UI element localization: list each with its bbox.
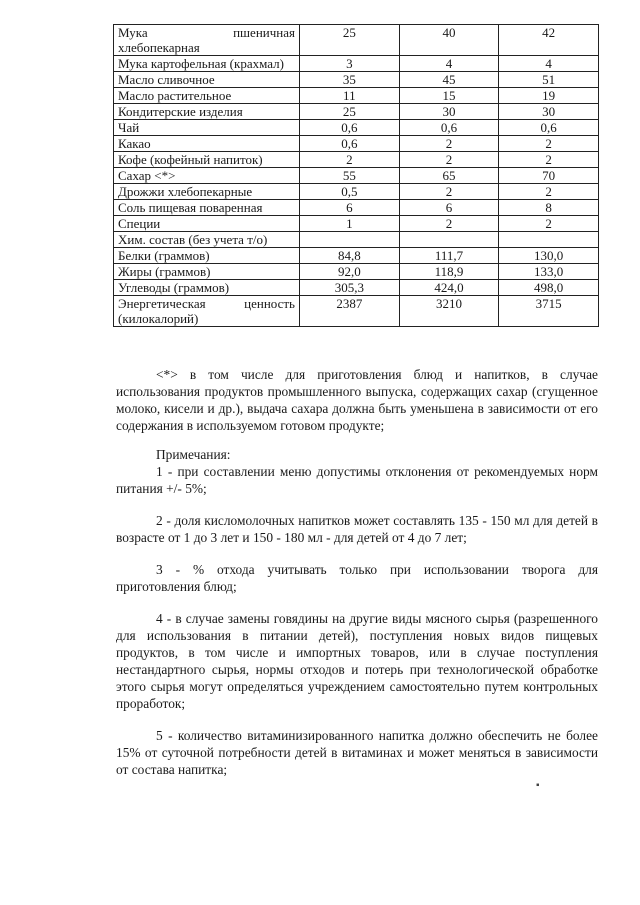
value-cell-age-group-1: 84,8 [299, 248, 399, 264]
product-name-cell: Специи [114, 216, 300, 232]
value-cell-age-group-2: 0,6 [399, 120, 499, 136]
value-cell-age-group-3: 130,0 [499, 248, 599, 264]
value-cell-age-group-1: 92,0 [299, 264, 399, 280]
value-cell-age-group-2: 6 [399, 200, 499, 216]
table-row [114, 184, 599, 200]
table-row [114, 56, 599, 72]
table-row [114, 25, 599, 56]
footnote-sugar: <*> в том числе для приготовления блюд и напитков, в случае использования продуктов промышленного выпуска, содержащих сахар (сгущенное молоко, кисели и др.), выдача сахара должна быть уменьшена в зависимости от его содержания в используемом готовом продукте; [116, 367, 598, 433]
product-name-cell: Чай [114, 120, 300, 136]
value-cell-age-group-3: 70 [499, 168, 599, 184]
product-name-cell: Соль пищевая поваренная [114, 200, 300, 216]
table-row [114, 232, 599, 248]
product-name-cell: Энергетическая ценность (килокалорий) [114, 296, 300, 327]
product-name-cell: Кофе (кофейный напиток) [114, 152, 300, 168]
table-row [114, 120, 599, 136]
value-cell-age-group-1: 3 [299, 56, 399, 72]
value-cell-age-group-3: 133,0 [499, 264, 599, 280]
value-cell-age-group-3: 19 [499, 88, 599, 104]
value-cell-age-group-2: 2 [399, 184, 499, 200]
notes-section [116, 366, 598, 793]
value-cell-age-group-3: 51 [499, 72, 599, 88]
value-cell-age-group-2: 111,7 [399, 248, 499, 264]
value-cell-age-group-3: 2 [499, 136, 599, 152]
value-cell-age-group-2: 2 [399, 136, 499, 152]
table-row [114, 280, 599, 296]
value-cell-age-group-3: 8 [499, 200, 599, 216]
value-cell-age-group-3: 4 [499, 56, 599, 72]
notes-heading: Примечания: [156, 447, 231, 462]
value-cell-age-group-3: 2 [499, 152, 599, 168]
product-name-cell: Мука картофельная (крахмал) [114, 56, 300, 72]
value-cell-age-group-3: 2 [499, 184, 599, 200]
value-cell-age-group-2: 30 [399, 104, 499, 120]
table-row [114, 104, 599, 120]
value-cell-age-group-2: 2 [399, 152, 499, 168]
table-row [114, 152, 599, 168]
value-cell-age-group-1: 25 [299, 104, 399, 120]
value-cell-age-group-1: 11 [299, 88, 399, 104]
value-cell-age-group-1: 305,3 [299, 280, 399, 296]
product-name-cell: Мука пшеничная хлебопекарная [114, 25, 300, 56]
table-row [114, 264, 599, 280]
table-row [114, 248, 599, 264]
value-cell-age-group-2 [399, 232, 499, 248]
note-1: 1 - при составлении меню допустимы отклонения от рекомендуемых норм питания +/- 5%; [116, 464, 598, 496]
value-cell-age-group-3: 2 [499, 216, 599, 232]
value-cell-age-group-1: 0,5 [299, 184, 399, 200]
product-name-cell: Масло сливочное [114, 72, 300, 88]
table-row [114, 88, 599, 104]
value-cell-age-group-2: 3210 [399, 296, 499, 327]
value-cell-age-group-1: 2387 [299, 296, 399, 327]
value-cell-age-group-3 [499, 232, 599, 248]
table-row [114, 296, 599, 327]
value-cell-age-group-3: 0,6 [499, 120, 599, 136]
product-name-cell: Углеводы (граммов) [114, 280, 300, 296]
value-cell-age-group-2: 65 [399, 168, 499, 184]
value-cell-age-group-1: 1 [299, 216, 399, 232]
product-name-cell: Дрожжи хлебопекарные [114, 184, 300, 200]
value-cell-age-group-3: 498,0 [499, 280, 599, 296]
value-cell-age-group-1: 35 [299, 72, 399, 88]
value-cell-age-group-2: 2 [399, 216, 499, 232]
note-3: 3 - % отхода учитывать только при использовании творога для приготовления блюд; [116, 562, 598, 594]
value-cell-age-group-2: 4 [399, 56, 499, 72]
product-name-cell: Хим. состав (без учета т/о) [114, 232, 300, 248]
value-cell-age-group-2: 15 [399, 88, 499, 104]
note-5: 5 - количество витаминизированного напитка должно обеспечить не более 15% от суточной потребности детей в витаминах и может меняться в зависимости от состава напитка; [116, 728, 598, 777]
value-cell-age-group-1 [299, 232, 399, 248]
table-row [114, 216, 599, 232]
note-4: 4 - в случае замены говядины на другие виды мясного сырья (разрешенного для использования в питании детей), поступления новых видов пищевых продуктов, в том числе и импортных товаров, или в случае поступления нестандартного сырья, нормы отходов и потерь при технологической обработке этого сырья могут определяться учреждением самостоятельно путем контрольных проработок; [116, 611, 598, 711]
scan-speck: ▪ [536, 780, 540, 791]
value-cell-age-group-1: 25 [299, 25, 399, 56]
value-cell-age-group-2: 45 [399, 72, 499, 88]
value-cell-age-group-1: 55 [299, 168, 399, 184]
value-cell-age-group-2: 40 [399, 25, 499, 56]
nutrition-table [113, 24, 599, 327]
product-name-cell: Сахар <*> [114, 168, 300, 184]
note-2: 2 - доля кисломолочных напитков может составлять 135 - 150 мл для детей в возрасте от 1 до 3 лет и 150 - 180 мл - для детей от 4 до 7 лет; [116, 513, 598, 545]
table-row [114, 200, 599, 216]
value-cell-age-group-3: 30 [499, 104, 599, 120]
value-cell-age-group-2: 424,0 [399, 280, 499, 296]
value-cell-age-group-3: 42 [499, 25, 599, 56]
value-cell-age-group-1: 0,6 [299, 136, 399, 152]
product-name-cell: Жиры (граммов) [114, 264, 300, 280]
value-cell-age-group-3: 3715 [499, 296, 599, 327]
value-cell-age-group-2: 118,9 [399, 264, 499, 280]
table-row [114, 72, 599, 88]
table-row [114, 136, 599, 152]
value-cell-age-group-1: 2 [299, 152, 399, 168]
value-cell-age-group-1: 0,6 [299, 120, 399, 136]
product-name-cell: Какао [114, 136, 300, 152]
product-name-cell: Масло растительное [114, 88, 300, 104]
product-name-cell: Белки (граммов) [114, 248, 300, 264]
table-row [114, 168, 599, 184]
value-cell-age-group-1: 6 [299, 200, 399, 216]
product-name-cell: Кондитерские изделия [114, 104, 300, 120]
